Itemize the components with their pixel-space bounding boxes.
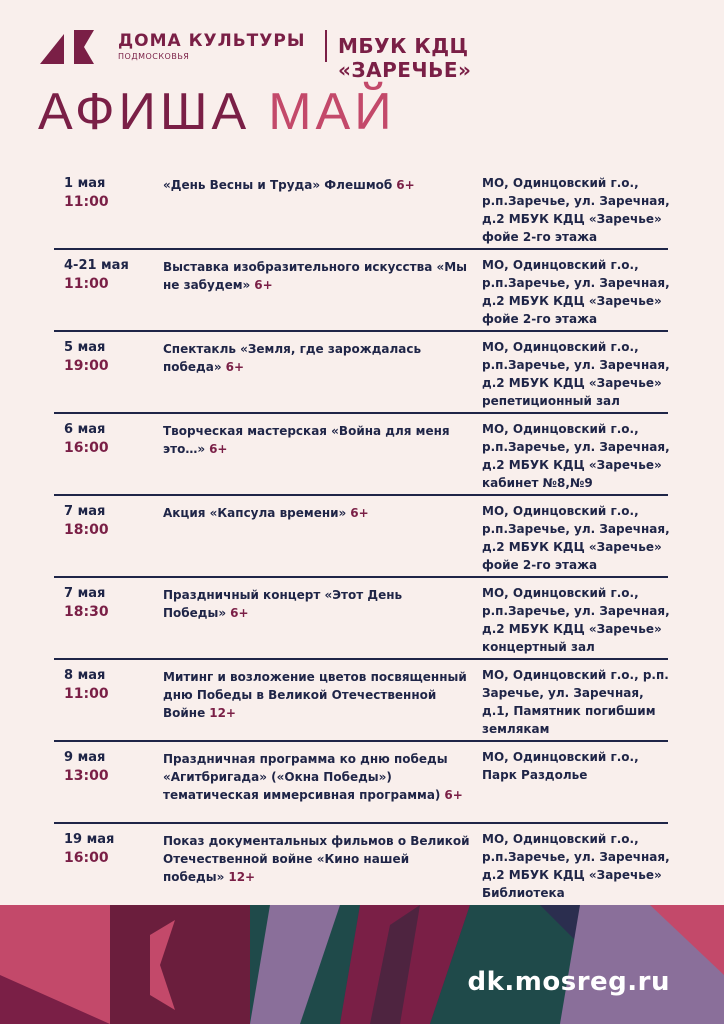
event-row [54, 168, 668, 250]
footer-decoration [0, 905, 724, 1024]
age-rating: 6+ [396, 178, 415, 192]
events-table [54, 168, 668, 902]
age-rating: 6+ [350, 506, 369, 520]
event-date: 7 мая [64, 586, 106, 601]
brand-title: ДОМА КУЛЬТУРЫ [118, 31, 306, 51]
event-date: 5 мая [64, 340, 106, 355]
event-place: МО, Одинцовский г.о., р.п.Заречье, ул. Заречная, д.2 МБУК КДЦ «Заречье» Библиотека [482, 832, 670, 900]
event-time: 11:00 [64, 686, 109, 702]
event-row [54, 578, 668, 660]
event-time: 16:00 [64, 850, 109, 866]
header [40, 30, 600, 82]
event-place: МО, Одинцовский г.о., р.п.Заречье, ул. Заречная, д.2 МБУК КДЦ «Заречье» концертный зал [482, 586, 670, 654]
event-place: МО, Одинцовский г.о., р.п.Заречье, ул. Заречная, д.2 МБУК КДЦ «Заречье» фойе 2-го этажа [482, 258, 670, 326]
event-row [54, 414, 668, 496]
event-title-text: «День Весны и Труда» Флешмоб [163, 178, 393, 192]
event-time: 11:00 [64, 276, 109, 292]
brand-subtitle: ПОДМОСКОВЬЯ [118, 52, 190, 61]
event-title [163, 258, 473, 294]
event-row [54, 332, 668, 414]
title-word-month: МАЙ [268, 83, 396, 141]
event-title [163, 668, 473, 722]
org-name: МБУК КДЦ «ЗАРЕЧЬЕ» [338, 34, 472, 82]
age-rating: 12+ [228, 870, 256, 884]
event-date: 4-21 мая [64, 258, 129, 273]
age-rating: 12+ [209, 706, 236, 720]
age-rating: 6+ [254, 278, 273, 292]
event-row [54, 496, 668, 578]
event-title [163, 750, 473, 804]
website-link[interactable]: dk.mosreg.ru [467, 967, 670, 997]
event-title-text: Выставка изобразительного искусства «Мы не забудем» [163, 260, 468, 292]
header-divider [325, 30, 327, 62]
event-row [54, 824, 668, 902]
age-rating: 6+ [444, 788, 463, 802]
title-word-afisha: АФИША [38, 83, 251, 141]
event-title [163, 832, 473, 886]
event-row [54, 660, 668, 742]
event-date: 7 мая [64, 504, 106, 519]
event-place: МО, Одинцовский г.о., р.п.Заречье, ул. Заречная, д.2 МБУК КДЦ «Заречье» репетиционный зал [482, 340, 670, 408]
event-place: МО, Одинцовский г.о., р.п.Заречье, ул. Заречная, д.2 МБУК КДЦ «Заречье» фойе 2-го этажа [482, 176, 670, 244]
event-date: 19 мая [64, 832, 115, 847]
event-time: 16:00 [64, 440, 109, 456]
event-title [163, 586, 473, 622]
event-title-text: Митинг и возложение цветов посвященный дню Победы в Великой Отечественной Войне [163, 670, 467, 720]
event-title [163, 176, 473, 194]
age-rating: 6+ [230, 606, 249, 620]
event-time: 11:00 [64, 194, 109, 210]
event-title-text: Показ документальных фильмов о Великой Отечественной войне «Кино нашей победы» [163, 834, 470, 884]
event-date: 8 мая [64, 668, 106, 683]
event-time: 18:00 [64, 522, 109, 538]
age-rating: 6+ [225, 360, 244, 374]
event-place: МО, Одинцовский г.о., Парк Раздолье [482, 750, 639, 782]
event-date: 1 мая [64, 176, 106, 191]
event-place: МО, Одинцовский г.о., р.п.Заречье, ул. Заречная, д.2 МБУК КДЦ «Заречье» фойе 2-го этажа [482, 504, 670, 572]
event-title-text: Творческая мастерская «Война для меня это…» [163, 424, 450, 456]
event-title-text: Праздничный концерт «Этот День Победы» [163, 588, 403, 620]
logo-icon [40, 30, 104, 64]
event-title-text: Акция «Капсула времени» [163, 506, 347, 520]
event-row [54, 250, 668, 332]
event-time: 19:00 [64, 358, 109, 374]
event-place: МО, Одинцовский г.о., р.п.Заречье, ул. Заречная, д.2 МБУК КДЦ «Заречье» кабинет №8,№9 [482, 422, 670, 490]
event-title [163, 422, 473, 458]
age-rating: 6+ [209, 442, 228, 456]
event-place: МО, Одинцовский г.о., р.п. Заречье, ул. Заречная, д.1, Памятник погибшим землякам [482, 668, 669, 736]
event-time: 13:00 [64, 768, 109, 784]
event-title-text: Праздничная программа ко дню победы «Агитбригада» («Окна Победы») тематическая иммерсивная программа) [163, 752, 448, 802]
event-date: 9 мая [64, 750, 106, 765]
event-time: 18:30 [64, 604, 109, 620]
event-title [163, 340, 473, 376]
page-title [38, 82, 396, 142]
event-title [163, 504, 473, 522]
event-date: 6 мая [64, 422, 106, 437]
event-title-text: Спектакль «Земля, где зарождалась победа» [163, 342, 422, 374]
event-row [54, 742, 668, 824]
